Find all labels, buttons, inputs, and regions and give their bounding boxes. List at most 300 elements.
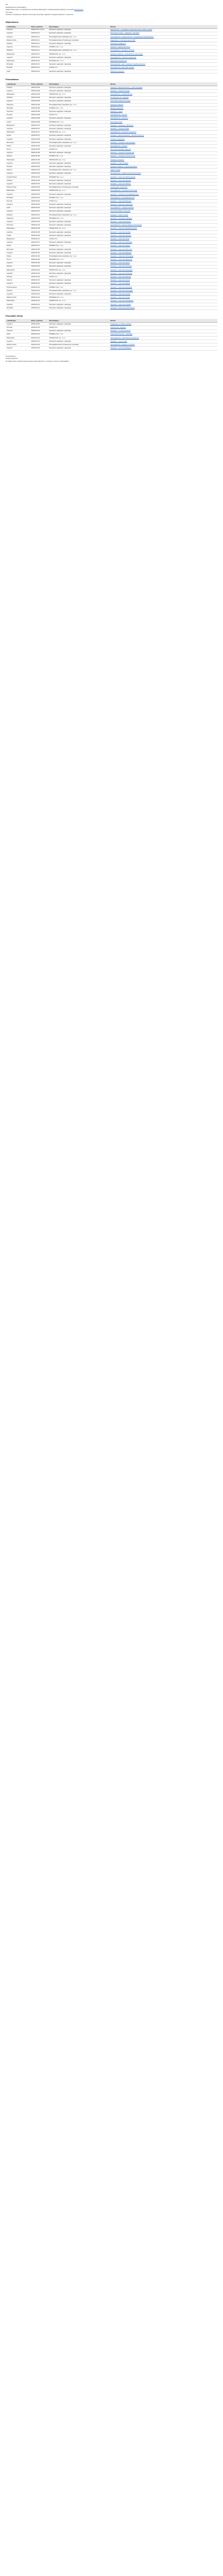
date-cell: 2020-03-09	[30, 93, 48, 96]
topic-link[interactable]: Spedytor/ka - specjalista międzynarodowy zakres zadań	[109, 28, 217, 32]
table-row	[6, 347, 217, 350]
seller-cell: Syntetyk Logistyka i spedycja	[48, 220, 109, 224]
location-cell: Legnica	[6, 293, 30, 296]
location-cell: Warszawa	[6, 189, 30, 193]
date-cell: 2020-03-08	[30, 117, 48, 120]
date-cell: 2020-03-10	[30, 60, 48, 63]
date-cell: 2020-02-23	[30, 282, 48, 285]
topic-link[interactable]: Stażysta ds. logistyki	[109, 326, 217, 329]
seller-cell: Przedsiębiorstwo Handlowe sp. z o.o.	[48, 213, 109, 216]
topic-link[interactable]: Specjalista ds. magazynowania	[109, 206, 217, 210]
date-cell: 2020-03-06	[30, 145, 48, 148]
topic-link[interactable]: Specjalista ds. administracji transportu	[109, 336, 217, 339]
date-cell: 2020-02-25	[30, 265, 48, 268]
location-cell: Warszawa	[6, 158, 30, 161]
seller-cell: Syntetyk Logistyka i spedycja	[48, 100, 109, 103]
topic-link[interactable]: Spedytor - kierunek Rumunia	[109, 248, 217, 251]
date-cell: 2020-02-28	[30, 234, 48, 238]
date-cell: 2020-02-23	[30, 285, 48, 289]
seller-cell: Syntetyk Logistyka i spedycja	[48, 282, 109, 285]
topic-link[interactable]: Spedytor krajowy i międzynarodowy	[109, 165, 217, 169]
date-cell: 2020-02-29	[30, 217, 48, 220]
column-header: Nazwa	[109, 25, 217, 29]
topic-link[interactable]: Młodszy spedytor	[109, 107, 217, 110]
date-cell: 2020-03-08	[30, 107, 48, 110]
topic-link[interactable]: Spedytor - transport kolejowy	[109, 217, 217, 220]
location-cell: Lublin	[6, 120, 30, 124]
location-cell: Katowice	[6, 217, 30, 220]
date-cell: 2020-03-10	[30, 63, 48, 66]
date-cell: 2020-03-04	[30, 172, 48, 175]
date-cell: 2020-03-01	[30, 210, 48, 213]
location-cell: Legnica	[6, 303, 30, 306]
section-title: Pozostałe oferty	[6, 314, 23, 318]
date-cell: 2020-03-06	[30, 137, 48, 141]
location-cell: Gdynia	[6, 169, 30, 172]
location-cell: Częstochowa	[6, 175, 30, 179]
topic-link[interactable]: Spedytor - kierunek Finlandia	[109, 272, 217, 275]
date-cell: 2020-03-11	[30, 52, 48, 56]
location-cell: Legnica	[6, 117, 30, 120]
location-cell: Warszawa	[6, 52, 30, 56]
location-cell: Legnica	[6, 127, 30, 131]
location-cell: Legnica	[6, 162, 30, 165]
seller-cell: STABILO Sp. z o.o.	[48, 46, 109, 49]
seller-cell: TRANS-POL sp. z o.o.	[48, 268, 109, 272]
seller-cell: Syntetyk Logistyka i spedycja	[48, 262, 109, 265]
topic-link[interactable]: Spedytor - fracht morski	[109, 213, 217, 216]
topic-link[interactable]: Spedytor - praca zdalna	[109, 162, 217, 165]
seller-cell: Przedsiębiorstwo Handlowe sp. z o.o.	[48, 103, 109, 106]
topic-link[interactable]: Spedytor - transport ADR	[109, 127, 217, 131]
seller-cell: Syntetyk Logistyka i spedycja	[48, 329, 109, 333]
seller-cell: Przedsiębiorstwo Handlowe sp. z o.o.	[48, 289, 109, 293]
topic-link[interactable]: Spedytor - kierunek Słowacja	[109, 241, 217, 244]
topic-link[interactable]: Specjalista ds. dokumentacji przewozowej	[109, 224, 217, 227]
location-cell: Szczecin	[6, 110, 30, 114]
seller-cell: Przedsiębiorstwo Handlowe sp. z o.o.	[48, 169, 109, 172]
topic-link[interactable]: Planista transportu	[109, 70, 217, 73]
column-header: Nazwa	[109, 82, 217, 86]
location-cell: Kraków	[6, 86, 30, 89]
location-cell: Legnica	[6, 46, 30, 49]
seller-cell: STABILO Sp. z o.o.	[48, 107, 109, 110]
topic-link[interactable]: Specjalista ds. zakupów transportu	[109, 131, 217, 134]
seller-cell: Przedsiębiorstwo Handlowe sp. z o.o.	[48, 49, 109, 52]
topic-link[interactable]: Kierownik działu transportu	[109, 210, 217, 213]
seller-cell: Syntetyk Logistyka i spedycja	[48, 63, 109, 66]
date-cell: 2020-03-11	[30, 35, 48, 38]
location-cell: Zielona Góra	[6, 296, 30, 299]
date-cell: 2020-03-06	[30, 148, 48, 151]
date-cell: 2020-02-20	[30, 326, 48, 329]
topic-link[interactable]: Spedytor - transport drobnicowy	[109, 151, 217, 155]
seller-cell: STABILO Sp. z o.o.	[48, 285, 109, 289]
topic-link[interactable]: Analityk transportu	[109, 158, 217, 161]
location-cell: Częstochowa	[6, 285, 30, 289]
location-cell: Kielce	[6, 255, 30, 258]
listing-table	[6, 25, 217, 73]
topic-link[interactable]: Spedytor międzynarodowy - kierunek Niemcy	[109, 134, 217, 137]
seller-cell: Syntetyk Logistyka i spedycja	[48, 230, 109, 234]
seller-cell: TRANS-POL sp. z o.o.	[48, 131, 109, 134]
topic-link[interactable]: Specjalista ds. obsługi klienta	[109, 93, 217, 96]
topic-link[interactable]: Agent morski	[109, 169, 217, 172]
seller-cell: Syntetyk Logistyka i spedycja	[48, 340, 109, 343]
seller-cell: INTEGRA Sp. z o.o.	[48, 120, 109, 124]
location-cell: Legnica	[6, 137, 30, 141]
date-cell: 2020-03-11	[30, 32, 48, 35]
topic-link[interactable]: Spedytor - kierunek Luksemburg	[109, 306, 217, 309]
topic-link[interactable]: Spedytor - kierunek Szwecja	[109, 265, 217, 268]
topic-link[interactable]: Spedytor - transport chłodniczy	[109, 124, 217, 127]
column-header: Data / godzina	[30, 319, 48, 323]
topic-link[interactable]: Spedytor - transport kontenerowy	[109, 155, 217, 158]
topic-link[interactable]: Spedytor - kierunek Dania	[109, 262, 217, 265]
seller-cell: Przedsiębiorstwo Produkcyjne Lubuskie	[48, 343, 109, 347]
topic-link[interactable]: Spedytor - kierunek Szwajcaria	[109, 299, 217, 303]
location-cell: Bydgoszcz	[6, 238, 30, 241]
topic-link[interactable]: Spedytor - kierunek Turcja	[109, 296, 217, 299]
location-cell: Legnica	[6, 172, 30, 175]
topic-link[interactable]: Dyspozytor floty	[109, 120, 217, 124]
column-header: Data / godzina	[30, 82, 48, 86]
location-cell: Legnica	[6, 183, 30, 186]
seller-cell: Syntetyk Logistyka i spedycja	[48, 241, 109, 244]
topic-link[interactable]: Spedytor - praca od zaraz	[109, 90, 217, 93]
location-cell: Toruń	[6, 258, 30, 262]
location-cell: Gdynia	[6, 279, 30, 282]
topic-link[interactable]: Specjalista ds. spedycji morskiej	[109, 49, 217, 52]
seller-cell: LOGIS S.A.	[48, 326, 109, 329]
location-cell: Legnica	[6, 56, 30, 60]
location-cell: Zielona Góra	[6, 186, 30, 189]
date-cell: 2020-03-01	[30, 206, 48, 210]
location-cell: Rzeszów	[6, 248, 30, 251]
location-cell: Legnica	[6, 251, 30, 254]
date-cell: 2020-03-03	[30, 189, 48, 193]
date-cell: 2020-03-09	[30, 86, 48, 89]
topic-link[interactable]: Spedytor międzynarodowy - język angielski	[109, 86, 217, 89]
location-cell: Lódź	[6, 70, 30, 73]
topic-link[interactable]: Dyspozytor transportu	[109, 60, 217, 63]
location-cell: Katowice	[6, 103, 30, 106]
seller-cell: Syntetyk Logistyka i spedycja	[48, 293, 109, 296]
topic-link[interactable]: Kierownik zespołu spedycji	[109, 100, 217, 103]
topic-link[interactable]: Specjalista ds. logistyki produkcji	[109, 343, 217, 347]
date-cell: 2020-03-10	[30, 66, 48, 70]
topic-link[interactable]: Spedytor - kierunek Bułgaria	[109, 251, 217, 254]
topic-link[interactable]: Spedytor - kierunek Holandia	[109, 285, 217, 289]
location-cell: Poznań	[6, 326, 30, 329]
location-cell: Gdańsk	[6, 213, 30, 216]
topic-link[interactable]: Specjalista ds. reklamacji transportowych	[109, 172, 217, 175]
topic-link[interactable]: Spedytor - kierunek Ukraina	[109, 234, 217, 238]
location-cell: Gdańsk	[6, 96, 30, 100]
topic-link[interactable]: Spedytor - kierunek Francja	[109, 179, 217, 183]
seller-cell: STABILO Sp. z o.o.	[48, 244, 109, 248]
seller-cell: INTEGRA Sp. z o.o.	[48, 217, 109, 220]
topic-link[interactable]: Spedytor - kierunek Belgia	[109, 282, 217, 285]
location-cell: Bydgoszcz	[6, 124, 30, 127]
topic-link[interactable]: Specjalista ds. eksportu	[109, 117, 217, 120]
location-cell: Toruń	[6, 148, 30, 151]
seller-cell: Syntetyk Logistyka i spedycja	[48, 117, 109, 120]
location-cell: Legnica	[6, 28, 30, 32]
location-cell: Legnica	[6, 151, 30, 155]
date-cell: 2020-02-21	[30, 306, 48, 309]
topic-link[interactable]: Magazynier z uprawnieniami UDT	[109, 39, 217, 42]
topic-link[interactable]: Spedytor - kierunek Łotwa	[109, 279, 217, 282]
seller-cell: TRANS-POL sp. z o.o.	[48, 52, 109, 56]
seller-cell: Syntetyk Logistyka i spedycja	[48, 32, 109, 35]
date-cell: 2020-03-09	[30, 96, 48, 100]
seller-cell: STABILO Sp. z o.o.	[48, 155, 109, 158]
topic-link[interactable]: Spedytor - transport ponadgabarytowy	[109, 193, 217, 196]
date-cell: 2020-02-26	[30, 255, 48, 258]
topic-link[interactable]: Specjalista ds. transportu lotniczego	[109, 189, 217, 193]
topic-link[interactable]: Spedytor - kierunek Hiszpania	[109, 203, 217, 206]
location-cell: Legnica	[6, 272, 30, 275]
location-cell: Legnica	[6, 340, 30, 343]
location-cell: Legnica	[6, 241, 30, 244]
location-cell: Legnica	[6, 193, 30, 196]
seller-cell: Syntetyk Logistyka i spedycja	[48, 224, 109, 227]
date-cell: 2020-03-11 11:14	[30, 28, 48, 32]
topic-link[interactable]: Kierowca kat. C+E - transport międzynarodowy	[109, 63, 217, 66]
header-line-4: Oto dane:	[6, 11, 13, 13]
location-cell: Wrocław	[6, 306, 30, 309]
location-cell: Opole	[6, 244, 30, 248]
date-cell: 2020-03-05	[30, 155, 48, 158]
seller-cell: Przedsiębiorstwo Handlowe sp. z o.o.	[48, 141, 109, 144]
topic-link[interactable]: Spedytor krajowy - samodzielne stanowisko	[109, 52, 217, 56]
seller-cell: Syntetyk Logistyka i spedycja	[48, 210, 109, 213]
seller-cell: Syntetyk Logistyka i spedycja	[48, 137, 109, 141]
topic-link[interactable]: Spedytor - transport intermodalny	[109, 141, 217, 144]
topic-link[interactable]: Spedytor - kierunek Słowenia	[109, 258, 217, 262]
column-header: Nazwa	[109, 319, 217, 323]
seller-cell: INTEGRA Sp. z o.o.	[48, 296, 109, 299]
date-cell: 2020-02-22	[30, 289, 48, 293]
seller-cell: Syntetyk Logistyka i spedycja	[48, 306, 109, 309]
topic-link[interactable]: Spedytor - umowa zlecenie	[109, 329, 217, 333]
seller-cell: LOGIS S.A.	[48, 114, 109, 117]
footer-line-3: Ta wiadomość została wygenerowana automatycznie, prosimy na nią nie odpowiadać.	[6, 359, 70, 362]
header-line-2: Zawiadomienie Pracodawcy	[6, 6, 27, 8]
topic-link[interactable]: Kierownik oddziału spedycji	[109, 148, 217, 151]
seller-cell: Przedsiębiorstwo Handlowe sp. z o.o.	[48, 255, 109, 258]
topic-link[interactable]: Spedytor morski	[109, 110, 217, 114]
location-cell: Kraków	[6, 289, 30, 293]
topic-link[interactable]: Spedytor - kierunek Czechy	[109, 220, 217, 224]
seller-cell: Syntetyk Logistyka i spedycja	[48, 203, 109, 206]
seller-cell: Przedsiębiorstwo Handlowe sp. z o.o.	[48, 35, 109, 38]
header-line-3-text: Stawia informacje, że wiadomość przesłaną Wam/(y/)ch przekazaną Pracodawcy na kontakt	[6, 8, 74, 11]
location-cell: Legnica	[6, 35, 30, 38]
column-header: Lokalizacja	[6, 25, 30, 29]
topic-link[interactable]: Pracownik biurowy - logistyka	[109, 333, 217, 336]
date-cell: 2020-03-05	[30, 158, 48, 161]
date-cell: 2020-02-27	[30, 238, 48, 241]
date-cell: 2020-02-28	[30, 227, 48, 230]
footer-line-2: Zespół ogłoszeń	[6, 357, 18, 360]
location-cell: Poznań	[6, 200, 30, 203]
date-cell: 2020-03-11	[30, 42, 48, 46]
seller-cell: Syntetyk Logistyka i spedycja	[48, 193, 109, 196]
location-cell: Gliwice	[6, 155, 30, 158]
seller-cell: TRANS-POL sp. z o.o.	[48, 336, 109, 339]
topic-link[interactable]: Spedytor - kierunek Włochy	[109, 183, 217, 186]
topic-link[interactable]: Koordynator ds. logistyki	[109, 96, 217, 100]
date-cell: 2020-02-21	[30, 303, 48, 306]
seller-cell: Syntetyk Logistyka i spedycja	[48, 323, 109, 326]
seller-cell: LOGIS S.A.	[48, 238, 109, 241]
seller-cell: INTEGRA Sp. z o.o.	[48, 175, 109, 179]
topic-link[interactable]: Kierownik zmiany - logistyka i spedycja	[109, 32, 217, 35]
header-line-5: Poniższe zestawienie zawiera informacje dotyczące ogłoszeń zarejestrowanych w systemie.	[6, 13, 74, 16]
topic-link[interactable]: Specjalista ds. łańcucha dostaw	[109, 66, 217, 70]
topic-link[interactable]: Spedytor - kierunek Węgry	[109, 244, 217, 248]
seller-cell: TRANS-POL sp. z o.o.	[48, 158, 109, 161]
location-cell: Legnica	[6, 347, 30, 350]
seller-cell: Syntetyk Logistyka i spedycja	[48, 110, 109, 114]
date-cell: 2020-03-07	[30, 124, 48, 127]
seller-cell: Syntetyk Logistyka i spedycja	[48, 151, 109, 155]
location-cell: Poznań	[6, 114, 30, 117]
seller-cell: INTEGRA Sp. z o.o.	[48, 60, 109, 63]
seller-cell: Syntetyk Logistyka i spedycja	[48, 86, 109, 89]
topic-link[interactable]: Praktykant w dziale spedycji	[109, 323, 217, 326]
date-cell: 2020-03-10	[30, 70, 48, 73]
date-cell: 2020-02-19	[30, 340, 48, 343]
date-cell: 2020-02-18	[30, 343, 48, 347]
date-cell: 2020-02-28	[30, 230, 48, 234]
date-cell: 2020-03-03	[30, 179, 48, 183]
seller-cell: Syntetyk Logistyka i spedycja	[48, 145, 109, 148]
topic-link[interactable]: Spedytor - kierunek Irlandia	[109, 303, 217, 306]
seller-cell: LOGIS S.A.	[48, 275, 109, 279]
seller-cell: LOGIS S.A.	[48, 148, 109, 151]
seller-cell: Syntetyk Logistyka i spedycja	[48, 96, 109, 100]
date-cell: 2020-03-04	[30, 165, 48, 169]
location-cell: Kraków	[6, 179, 30, 183]
topic-link[interactable]: Koordynator transportu	[109, 186, 217, 189]
table-row	[6, 70, 217, 73]
seller-cell: Syntetyk Logistyka i spedycja	[48, 90, 109, 93]
location-cell: Legnica	[6, 90, 30, 93]
location-cell: Legnica	[6, 262, 30, 265]
location-cell: Legnica	[6, 210, 30, 213]
topic-link[interactable]: Specjalista ds. rozliczeń transportu	[109, 56, 217, 60]
column-header: Sprzedający	[48, 319, 109, 323]
date-cell: 2020-02-22	[30, 293, 48, 296]
topic-link[interactable]: Specjalista ds. importu	[109, 114, 217, 117]
seller-cell: LOGIS S.A.	[48, 66, 109, 70]
topic-link[interactable]: Spedytor - oferta archiwalna	[109, 347, 217, 350]
topic-link[interactable]: Spedytor - kierunek Portugalia	[109, 289, 217, 293]
seller-cell: Syntetyk Logistyka i spedycja	[48, 70, 109, 73]
seller-cell: TRANS-POL sp. z o.o.	[48, 93, 109, 96]
topic-link[interactable]: Spedytor - kierunek Benelux	[109, 200, 217, 203]
header-line-1: ZP	[6, 3, 8, 6]
seller-cell: Syntetyk Logistyka i spedycja	[48, 234, 109, 238]
topic-link[interactable]: Specjalista ds. obsługi klienta / zarządzania zamówieniami	[109, 35, 217, 38]
header-link[interactable]: www.feed.pl	[74, 8, 84, 11]
location-cell: Wrocław	[6, 63, 30, 66]
topic-link[interactable]: Spedytor - kierunek Norwegia	[109, 268, 217, 272]
location-cell: Legnica	[6, 282, 30, 285]
date-cell: 2020-03-11	[30, 39, 48, 42]
date-cell: 2020-02-29	[30, 224, 48, 227]
date-cell: 2020-02-27	[30, 241, 48, 244]
seller-cell: Syntetyk Logistyka i spedycja	[48, 347, 109, 350]
seller-cell: Syntetyk Logistyka i spedycja	[48, 28, 109, 32]
seller-cell: Syntetyk Logistyka i spedycja	[48, 183, 109, 186]
date-cell: 2020-03-04	[30, 169, 48, 172]
date-cell: 2020-02-18	[30, 347, 48, 350]
topic-link[interactable]: Spedytor - kierunek Austria	[109, 230, 217, 234]
topic-link[interactable]: Spedytor - kierunek Grecja	[109, 293, 217, 296]
column-header: Sprzedający	[48, 25, 109, 29]
seller-cell: Syntetyk Logistyka i spedycja	[48, 272, 109, 275]
topic-link[interactable]: Spedytor - kierunek Litwa	[109, 238, 217, 241]
topic-link[interactable]: Kierownik magazynu	[109, 42, 217, 46]
seller-cell: Syntetyk Logistyka i spedycja	[48, 172, 109, 175]
topic-link[interactable]: Spedytor - kierunek Wielka Brytania	[109, 227, 217, 230]
topic-link[interactable]: Spedytor - kierunek Estonia	[109, 275, 217, 279]
location-cell: Szczecin	[6, 224, 30, 227]
date-cell: 2020-02-24	[30, 275, 48, 279]
location-cell: Warszawa	[6, 268, 30, 272]
topic-link[interactable]: Spedytor - kierunek Skandynawia	[109, 175, 217, 179]
date-cell: 2020-02-24	[30, 272, 48, 275]
topic-link[interactable]: Spedytor międzynarodowy	[109, 46, 217, 49]
location-cell: Warszawa	[6, 227, 30, 230]
topic-link[interactable]: Spedytor krajowy	[109, 103, 217, 106]
date-cell: 2020-03-08	[30, 114, 48, 117]
date-cell: 2020-03-05	[30, 162, 48, 165]
location-cell: Legnica	[6, 32, 30, 35]
date-cell: 2020-03-04	[30, 175, 48, 179]
location-cell: Olsztyn	[6, 275, 30, 279]
topic-link[interactable]: Spedytor - część etatu	[109, 340, 217, 343]
date-cell: 2020-02-24	[30, 268, 48, 272]
listing-table	[6, 82, 217, 310]
location-cell: Warszawa	[6, 93, 30, 96]
seller-cell: Syntetyk Logistyka i spedycja	[48, 206, 109, 210]
location-cell: Wrocław	[6, 196, 30, 199]
seller-cell: Syntetyk Logistyka i spedycja	[48, 179, 109, 183]
topic-link[interactable]: Specjalista ds. celnych	[109, 145, 217, 148]
date-cell: 2020-03-11	[30, 49, 48, 52]
header	[6, 3, 217, 16]
seller-cell: Syntetyk Logistyka i spedycja	[48, 279, 109, 282]
date-cell: 2020-03-03	[30, 183, 48, 186]
topic-link[interactable]: Spedytor - kierunek Chorwacja	[109, 255, 217, 258]
topic-link[interactable]: Asystent spedytora	[109, 137, 217, 141]
topic-link[interactable]: Specjalista ds. optymalizacji tras	[109, 196, 217, 199]
column-header: Lokalizacja	[6, 319, 30, 323]
location-cell: Warszawa	[6, 299, 30, 303]
date-cell: 2020-03-02	[30, 196, 48, 199]
date-cell: 2020-02-25	[30, 262, 48, 265]
date-cell: 2020-02-25	[30, 258, 48, 262]
section-title: Pracodawca	[6, 77, 19, 81]
column-header: Lokalizacja	[6, 82, 30, 86]
date-cell: 2020-02-20	[30, 329, 48, 333]
location-cell: Warszawa	[6, 60, 30, 63]
